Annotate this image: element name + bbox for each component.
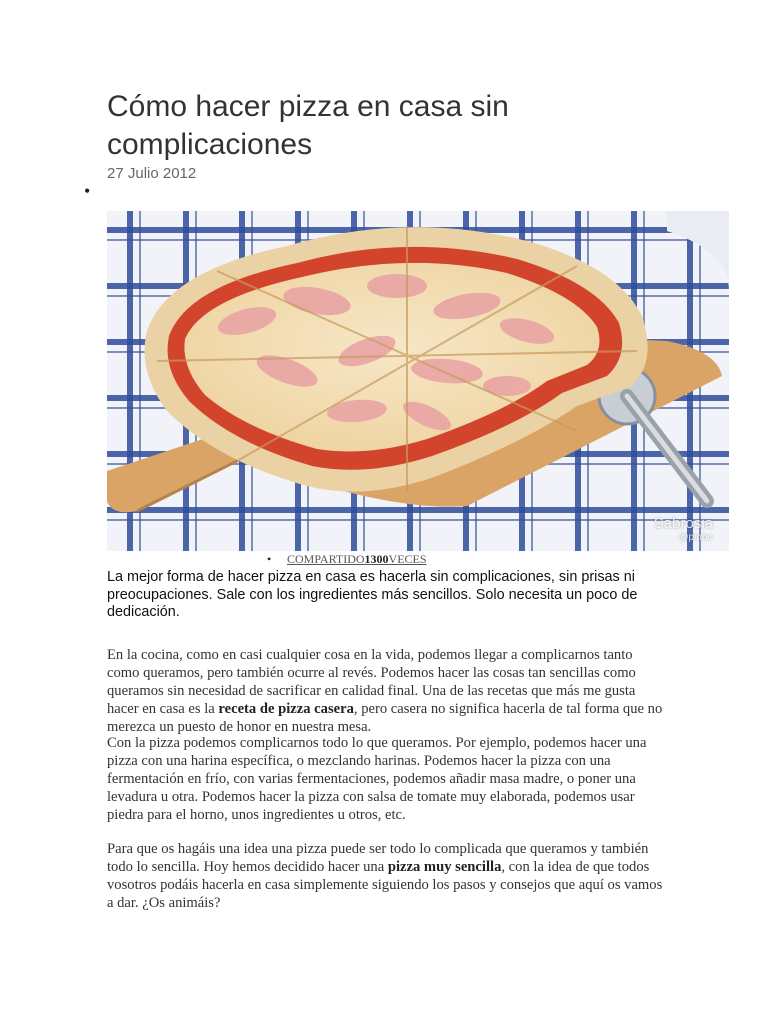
article-lead: La mejor forma de hacer pizza en casa es hacerla sin complicaciones, sin prisas ni preocupaciones. Sale con los ingredientes más sencillos. Solo necesita un poco de dedicación. [107, 569, 638, 620]
list-bullet: • [84, 181, 91, 201]
paragraph-simple-bold: pizza muy sencilla [387, 859, 502, 875]
article-title: Cómo hacer pizza en casa sin complicaciones [107, 90, 509, 161]
paragraph-intro-text-2: , pero casera no significa hacerla de tal forma que no merezca un puesto de honor en nuestra mesa. [107, 701, 663, 735]
share-bullet: • [267, 552, 272, 566]
paragraph-simple-text-2: , con la idea de que todos vosotros podáis hacerla en casa simplemente siguiendo los pasos y consejos que aquí os vamos a dar. ¿Os animáis? [107, 859, 663, 911]
paragraph-intro [107, 646, 667, 736]
watermark-brand: Sabrosia [653, 515, 713, 532]
watermark-handle: @pinbo [678, 532, 713, 543]
pizza-photo [107, 211, 729, 551]
share-count-link[interactable] [267, 552, 427, 567]
pizza-illustration [107, 211, 729, 551]
paragraph-simple-text-1: Para que os hagáis una idea una pizza puede ser todo lo complicada que queramos y también todo lo sencilla. Hoy hemos decidido hacer una [107, 841, 649, 875]
share-prefix: COMPARTIDO [287, 552, 365, 566]
article-date: 27 Julio 2012 [107, 165, 197, 182]
paragraph-simple [107, 840, 667, 912]
photo-watermark [654, 516, 713, 543]
paragraph-complications: Con la pizza podemos complicarnos todo lo que queramos. Por ejemplo, podemos hacer una pizza con una harina específica, o mezclando harinas. Podemos hacer la pizza con una fermentación en frío, con varias fermentaciones, podemos añadir masa madre, o poner una levadura u otra. Podemos hacer la pizza con salsa de tomate muy elaborada, podemos usar piedra para el horno, unos ingredientes u otros, etc. [107, 735, 647, 823]
share-suffix: VECES [388, 552, 427, 566]
share-count: 1300 [364, 552, 389, 566]
paragraph-intro-text-1: En la cocina, como en casi cualquier cosa en la vida, podemos llegar a complicarnos tanto como queramos, pero también ocurre al revés. Podemos hacer las cosas tan sencillas como queramos sin necesidad de sacrificar en calidad final. Una de las recetas que más me gusta hacer en casa es la [107, 647, 636, 717]
paragraph-intro-bold: receta de pizza casera [218, 701, 354, 717]
